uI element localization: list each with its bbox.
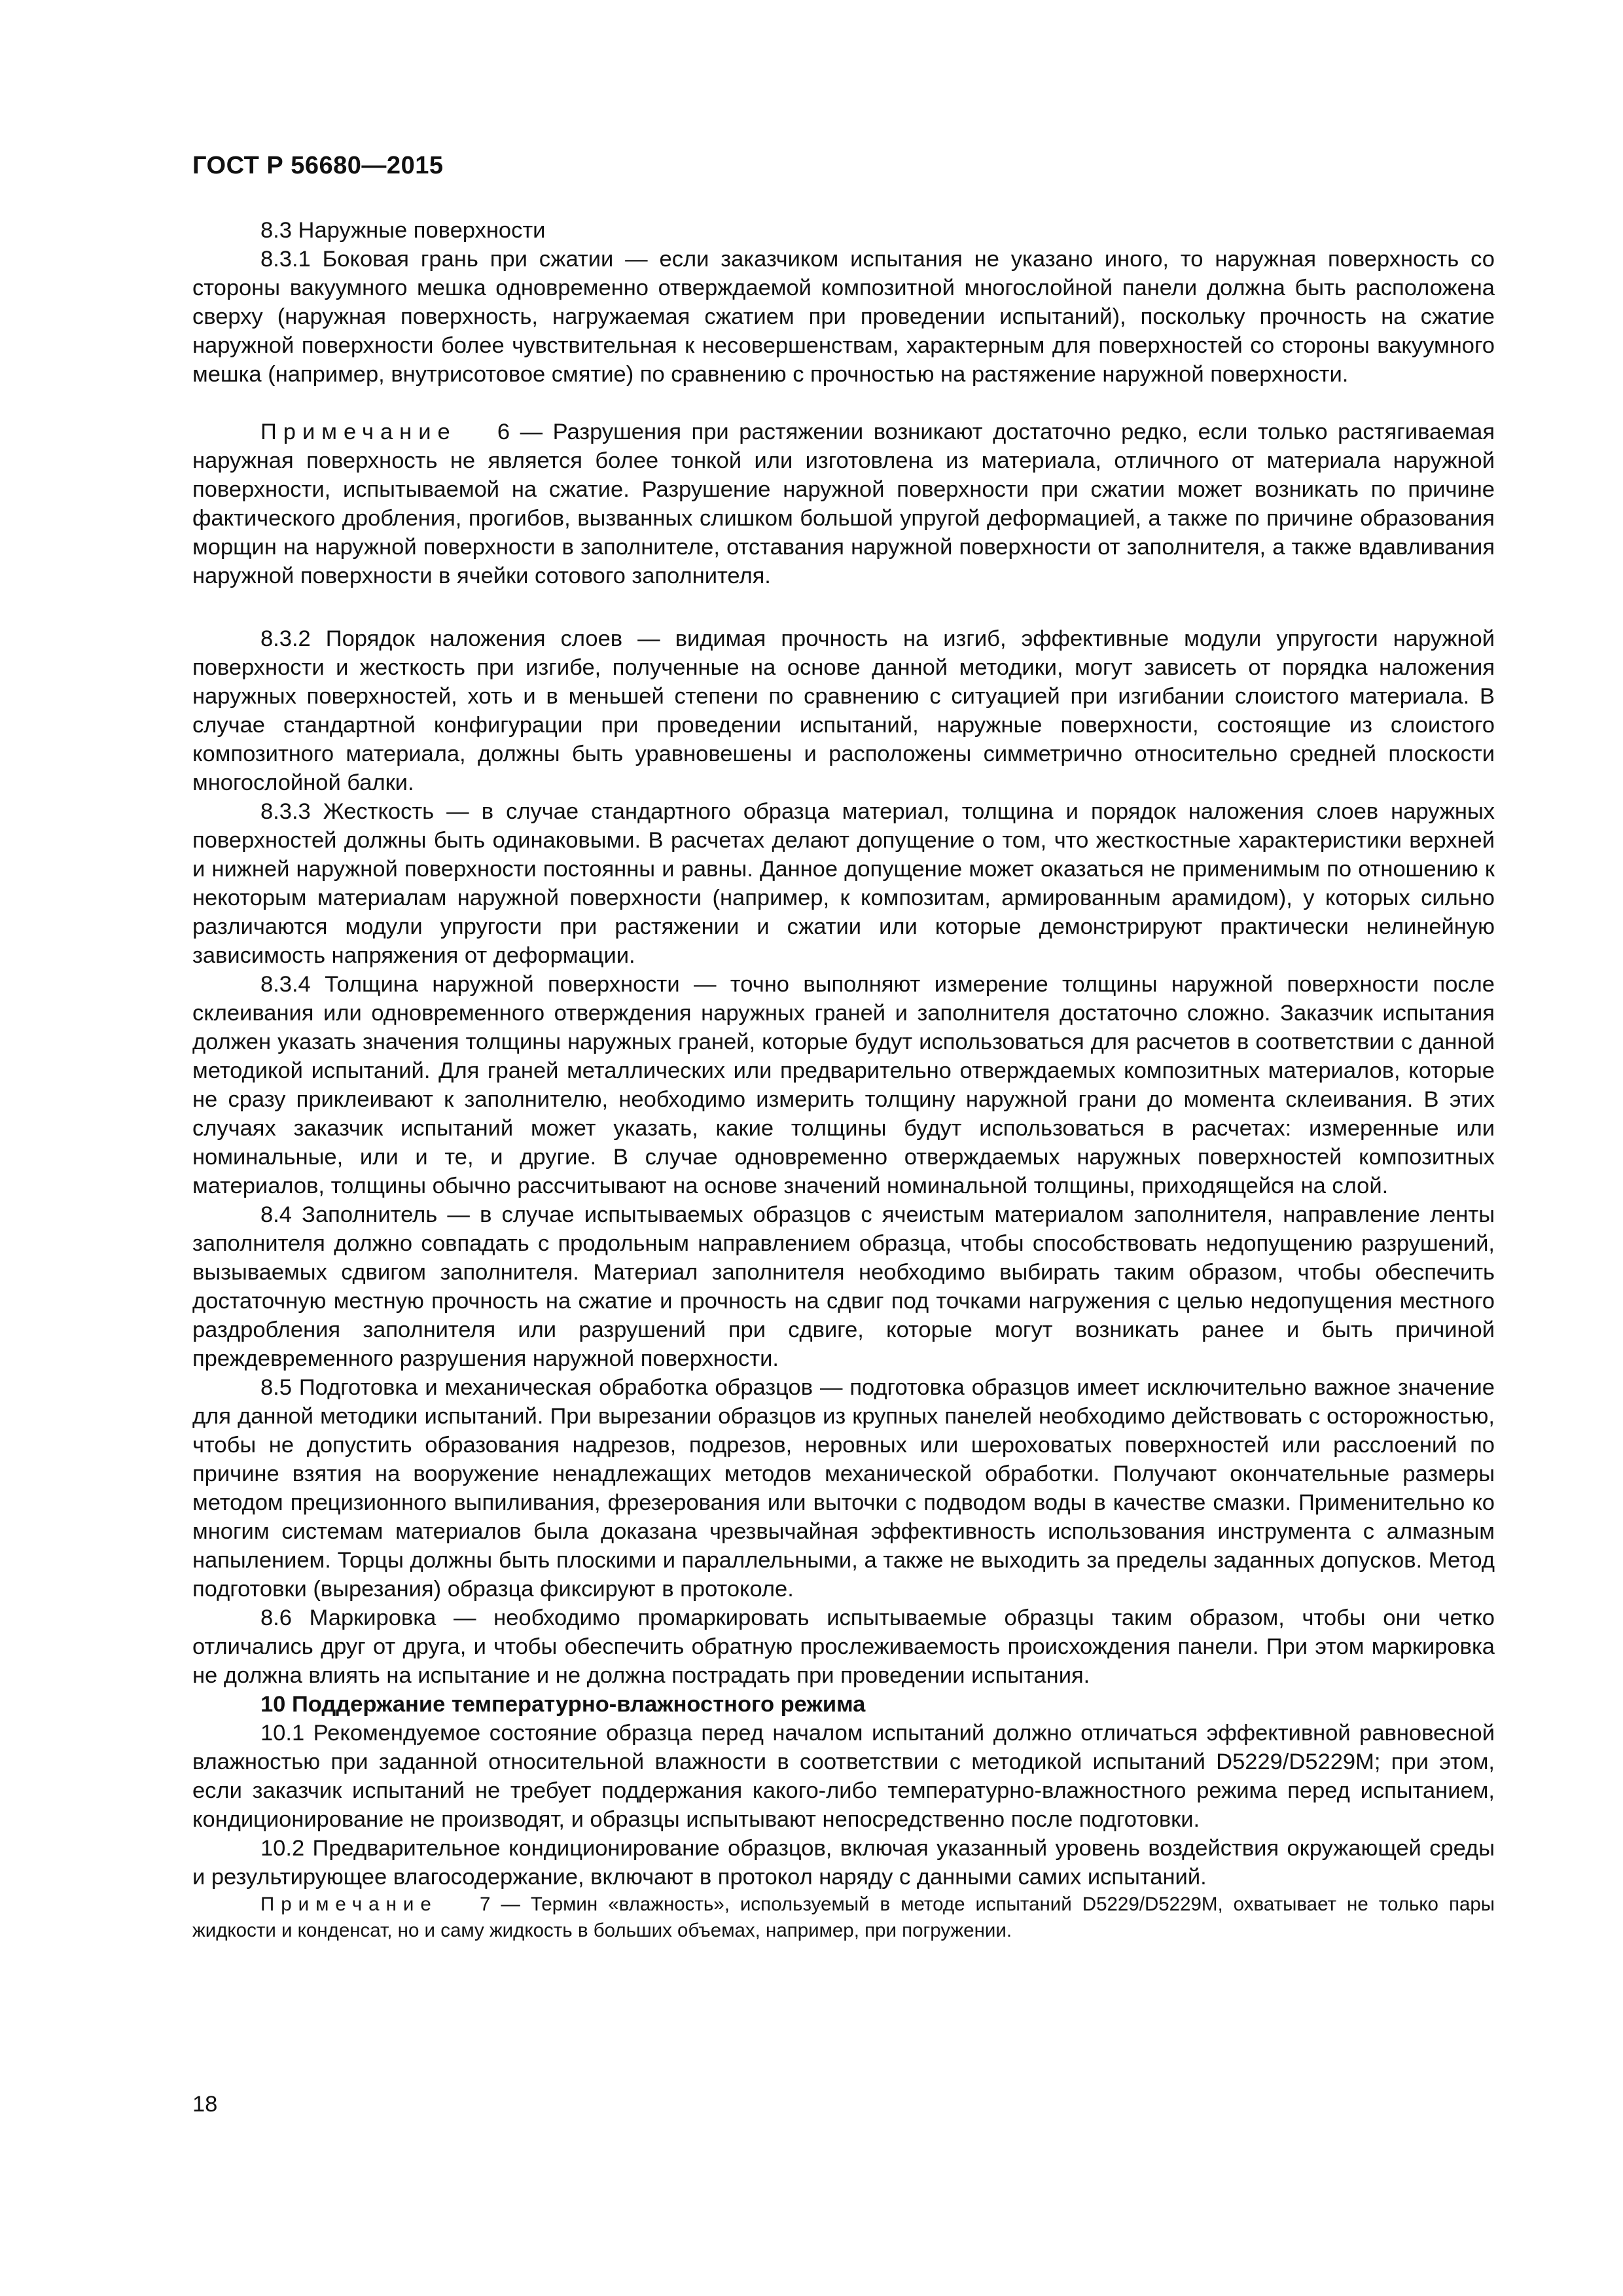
note-7 <box>192 1892 1495 1944</box>
clause-8-4: 8.4 Заполнитель — в случае испытываемых образцов с ячеистым материалом заполнителя, направление ленты заполнителя должно совпадать с продольным направлением образца, чтобы способствовать недопущению разрушений, вызываемых сдвигом заполнителя. Материал заполнителя необходимо выбирать таким образом, чтобы обеспечить достаточную местную прочность на сжатие и прочность на сдвиг под точками нагружения с целью недопущения местного раздробления заполнителя или разрушений при сдвиге, которые могут возникать ранее и быть причиной преждевременного разрушения наружной поверхности. <box>192 1202 1495 1371</box>
clause-8-5: 8.5 Подготовка и механическая обработка образцов — подготовка образцов имеет исключительно важное значение для данной методики испытаний. При вырезании образцов из крупных панелей необходимо действовать с осторожностью, чтобы не допустить образования надрезов, подрезов, неровных или шероховатых поверхностей или расслоений по причине взятия на вооружение ненадлежащих методов механической обработки. Получают окончательные размеры методом прецизионного выпиливания, фрезерования или выточки с подводом воды в качестве смазки. Применительно ко многим системам материалов была доказана чрезвычайная эффективность использования инструмента с алмазным напылением. Торцы должны быть плоскими и параллельными, а также не выходить за пределы заданных допусков. Метод подготовки (вырезания) образца фиксируют в протоколе. <box>192 1375 1495 1602</box>
clause-8-3-1: 8.3.1 Боковая грань при сжатии — если заказчиком испытания не указано иного, то наружная поверхность со стороны вакуумного мешка одновременно отверждаемой композитной многослойной панели должна быть расположена сверху (наружная поверхность, нагружаемая сжатием при проведении испытаний), поскольку прочность на сжатие наружной поверхности более чувствительная к несовершенствам, характерным для поверхностей со стороны вакуумного мешка (например, внутрисотовое смятие) по сравнению с прочностью на растяжение наружной поверхности. <box>192 247 1495 387</box>
clause-8-6: 8.6 Маркировка — необходимо промаркировать испытываемые образцы таким образом, чтобы они четко отличались друг от друга, и чтобы обеспечить обратную прослеживаемость происхождения панели. При этом маркировка не должна влиять на испытание и не должна пострадать при проведении испытания. <box>192 1605 1495 1688</box>
note-7-label: Примечание <box>260 1893 438 1915</box>
note-6 <box>192 418 1495 590</box>
note-6-text: 6 — Разрушения при растяжении возникают достаточно редко, если только растягиваемая наружная поверхность не является более тонкой или изготовлена из материала, отличного от материала наружной поверхности, испытываемой на сжатие. Разрушение наружной поверхности при сжатии может возникать по причине фактического дробления, прогибов, вызванных слишком большой упругой деформацией, а также по причине образования морщин на наружной поверхности в заполнителе, отставания наружной поверхности от заполнителя, а также вдавливания наружной поверхности в ячейки сотового заполнителя. <box>192 420 1495 588</box>
clause-10-1: 10.1 Рекомендуемое состояние образца перед началом испытаний должно отличаться эффективной равновесной влажностью при заданной относительной влажности в соответствии с методикой испытаний D5229/D5229M; при этом, если заказчик испытаний не требует поддержания какого-либо температурно-влажностного режима перед испытанием, кондиционирование не производят, и образцы испытывают непосредственно после подготовки. <box>192 1721 1495 1832</box>
section-8-3-title: 8.3 Наружные поверхности <box>260 218 546 243</box>
clause-8-3-4: 8.3.4 Толщина наружной поверхности — точно выполняют измерение толщины наружной поверхности после склеивания или одновременного отверждения наружных граней и заполнителя достаточно сложно. Заказчик испытания должен указать значения толщины наружных граней, которые будут использоваться для расчетов в соответствии с данной методикой испытаний. Для граней металлических или предварительно отверждаемых композитных материалов, которые не сразу приклеивают к заполнителю, необходимо измерить толщину наружной грани до момента склеивания. В этих случаях заказчик испытаний может указать, какие толщины будут использоваться в расчетах: измеренные или номинальные, или и те, и другие. В случае одновременно отверждаемых наружных поверхностей композитных материалов, толщины обычно рассчитывают на основе значений номинальной толщины, приходящейся на слой. <box>192 972 1495 1198</box>
page-body <box>192 216 1495 1944</box>
document-code-header: ГОСТ Р 56680—2015 <box>192 152 444 179</box>
clause-8-3-3: 8.3.3 Жесткость — в случае стандартного образца материал, толщина и порядок наложения слоев наружных поверхностей должны быть одинаковыми. В расчетах делают допущение о том, что жесткостные характеристики верхней и нижней наружной поверхности постоянны и равны. Данное допущение может оказаться не применимым по отношению к некоторым материалам наружной поверхности (например, к композитам, армированным арамидом), у которых сильно различаются модули упругости при растяжении и сжатии или которые демонстрируют практически нелинейную зависимость напряжения от деформации. <box>192 799 1495 968</box>
note-6-label: Примечание <box>260 420 457 444</box>
clause-10-2: 10.2 Предварительное кондиционирование образцов, включая указанный уровень воздействия окружающей среды и результирующее влагосодержание, включают в протокол наряду с данными самих испытаний. <box>192 1836 1495 1890</box>
page-number: 18 <box>192 2092 218 2117</box>
note-7-text: 7 — Термин «влажность», используемый в методе испытаний D5229/D5229M, охватывает не только пары жидкости и конденсат, но и саму жидкость в больших объемах, например, при погружении. <box>192 1893 1495 1941</box>
section-10-title: 10 Поддержание температурно-влажностного режима <box>260 1692 866 1717</box>
clause-8-3-2: 8.3.2 Порядок наложения слоев — видимая прочность на изгиб, эффективные модули упругости наружной поверхности и жесткость при изгибе, полученные на основе данной методики, могут зависеть от порядка наложения наружных поверхностей, хоть и в меньшей степени по сравнению с ситуацией при изгибании слоистого материала. В случае стандартной конфигурации при проведении испытаний, наружные поверхности, состоящие из слоистого композитного материала, должны быть уравновешены и расположены симметрично относительно средней плоскости многослойной балки. <box>192 626 1495 795</box>
